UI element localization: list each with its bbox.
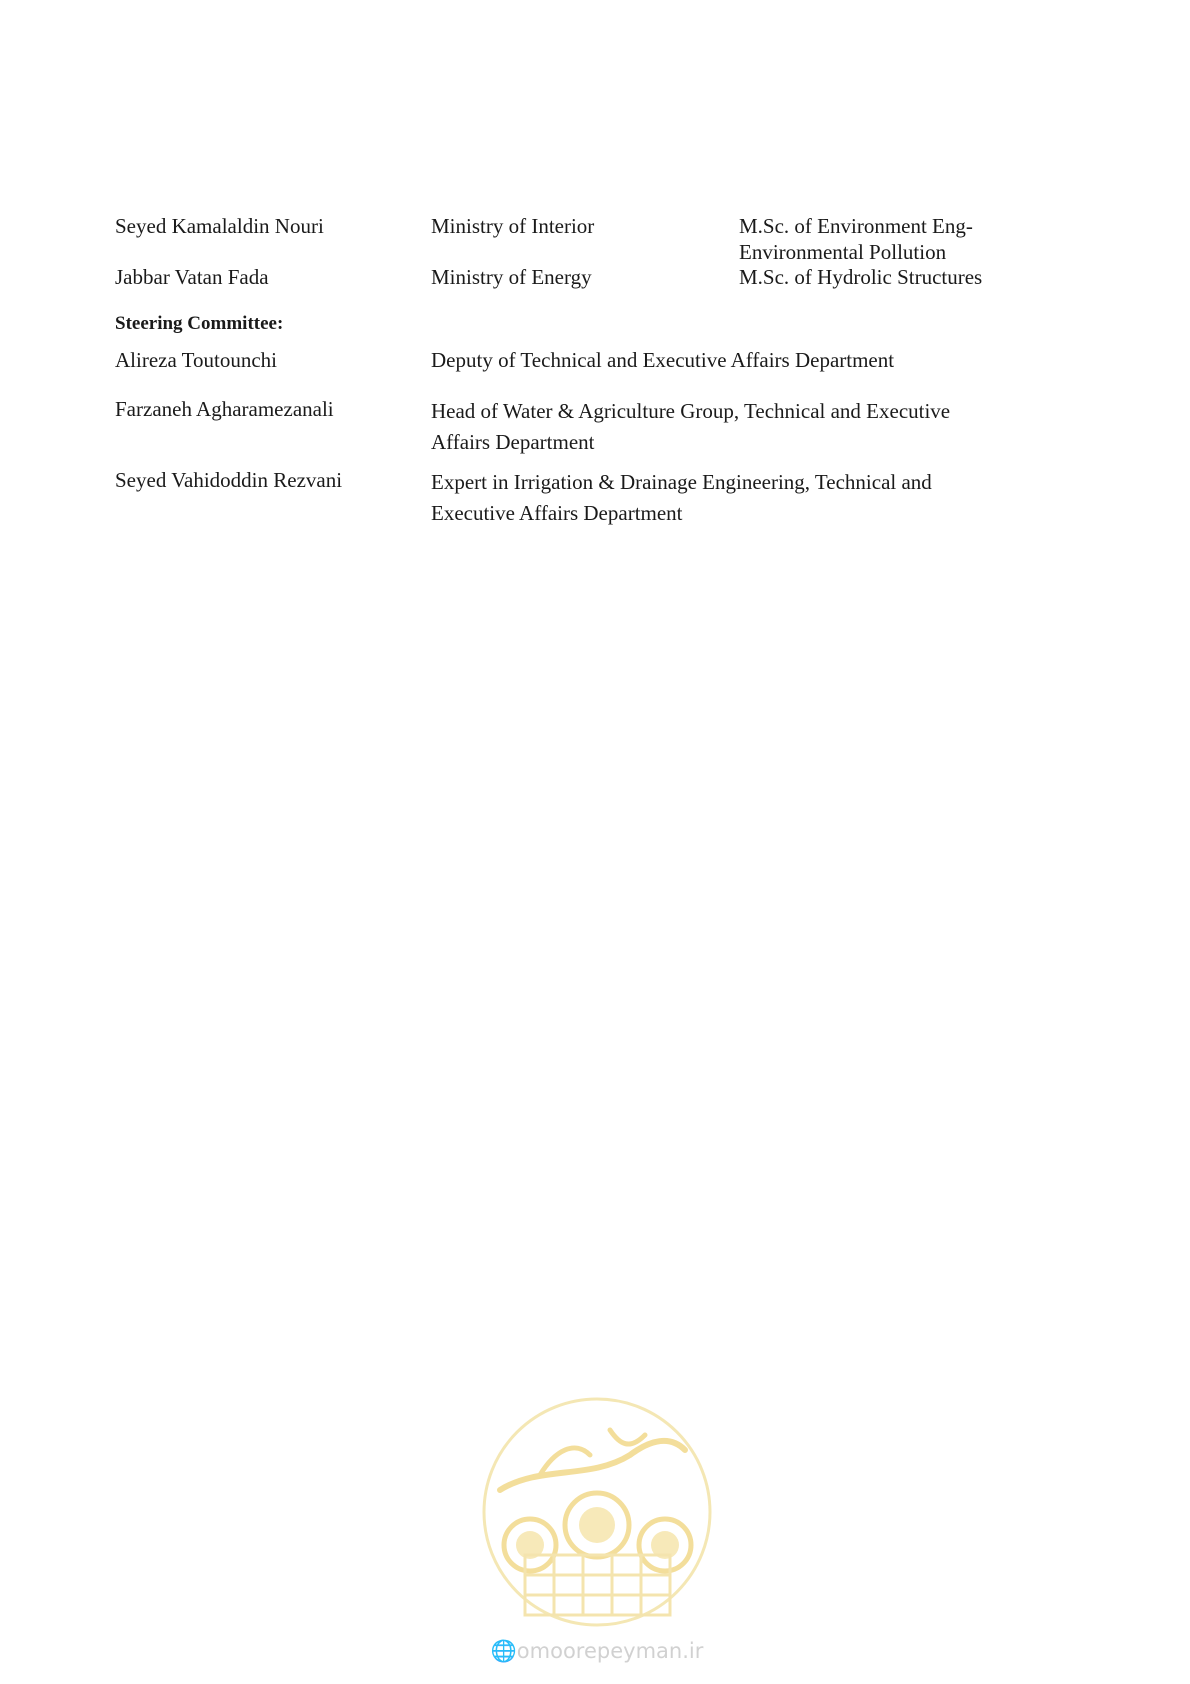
watermark-seal-icon	[480, 1395, 714, 1635]
member-name: Jabbar Vatan Fada	[115, 265, 269, 289]
member-degree: M.Sc. of Hydrolic Structures	[739, 265, 983, 289]
watermark-site-text: 🌐omoorepeyman.ir	[490, 1639, 704, 1663]
member-degree: M.Sc. of Environment Eng- Environmental Pollution	[739, 214, 973, 264]
steering-member-name: Alireza Toutounchi	[115, 348, 278, 372]
steering-committee-heading: Steering Committee:	[115, 313, 284, 334]
steering-member-role: Deputy of Technical and Executive Affairs Department	[431, 348, 895, 372]
globe-icon: 🌐	[490, 1639, 517, 1663]
steering-member-name: Seyed Vahidoddin Rezvani	[115, 468, 343, 492]
member-organization: Ministry of Energy	[431, 265, 592, 289]
watermark-logo	[480, 1395, 714, 1665]
steering-member-role: Head of Water & Agriculture Group, Technical and Executive Affairs Department	[431, 399, 951, 454]
steering-member-name: Farzaneh Agharamezanali	[115, 397, 334, 421]
steering-member-role: Expert in Irrigation & Drainage Engineering, Technical and Executive Affairs Department	[431, 470, 932, 525]
member-organization: Ministry of Interior	[431, 214, 595, 238]
member-name: Seyed Kamalaldin Nouri	[115, 214, 324, 238]
